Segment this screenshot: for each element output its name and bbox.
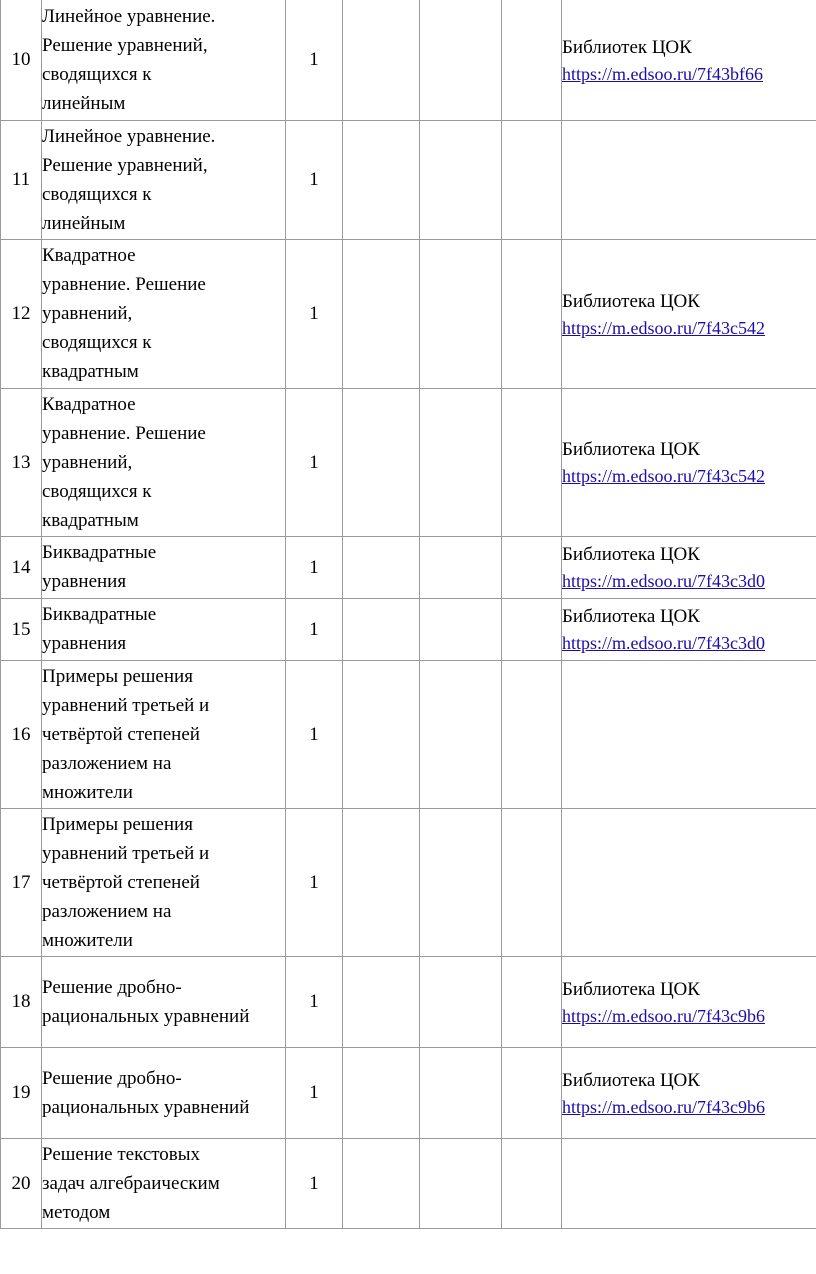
digital-resource-cell: [562, 120, 816, 239]
lesson-number: 20: [1, 1138, 42, 1228]
lesson-topic: [42, 536, 286, 598]
lesson-hours: 1: [286, 598, 343, 660]
practical-works-cell: [420, 808, 502, 956]
table-row: [1, 660, 816, 808]
practical-works-cell: [420, 1047, 502, 1138]
table-row: [1, 598, 816, 660]
lesson-topic-text: Решение дробно-рациональных уравнений: [42, 976, 250, 1027]
lesson-hours: 1: [286, 660, 343, 808]
date-cell: [502, 536, 562, 598]
lesson-topic-text: Квадратное уравнение. Решение уравнений, сводящихся к квадратным: [42, 393, 206, 531]
table-row: [1, 1138, 816, 1228]
digital-resource-cell: [562, 1138, 816, 1228]
table-row: [1, 0, 816, 120]
date-cell: [502, 388, 562, 536]
lesson-hours: 1: [286, 1138, 343, 1228]
resource-link[interactable]: https://m.edsoo.ru/7f43c9b6: [562, 1096, 765, 1117]
practical-works-cell: [420, 388, 502, 536]
resource-label: Библиотека ЦОК: [562, 544, 700, 565]
control-works-cell: [343, 536, 420, 598]
date-cell: [502, 1138, 562, 1228]
lesson-hours: 1: [286, 808, 343, 956]
lesson-topic-text: Биквадратные уравнения: [42, 604, 157, 654]
resource-link[interactable]: https://m.edsoo.ru/7f43bf66: [562, 63, 763, 84]
control-works-cell: [343, 808, 420, 956]
control-works-cell: [343, 120, 420, 239]
table-row: [1, 1047, 816, 1138]
practical-works-cell: [420, 956, 502, 1047]
digital-resource-cell: [562, 598, 816, 660]
lesson-number: 10: [1, 0, 42, 120]
practical-works-cell: [420, 598, 502, 660]
lesson-number: 19: [1, 1047, 42, 1138]
table-row: [1, 120, 816, 239]
practical-works-cell: [420, 239, 502, 388]
digital-resource-cell: [562, 388, 816, 536]
lesson-topic-text: Линейное уравнение. Решение уравнений, сводящихся к линейным: [42, 125, 216, 234]
lesson-topic: [42, 598, 286, 660]
practical-works-cell: [420, 1138, 502, 1228]
lesson-topic-text: Биквадратные уравнения: [42, 542, 157, 592]
date-cell: [502, 239, 562, 388]
lesson-topic: [42, 0, 286, 120]
resource-link[interactable]: https://m.edsoo.ru/7f43c3d0: [562, 571, 765, 591]
lesson-hours: 1: [286, 388, 343, 536]
lesson-number: 16: [1, 660, 42, 808]
resource-label: Библиотека ЦОК: [562, 606, 700, 627]
table-row: [1, 239, 816, 388]
control-works-cell: [343, 660, 420, 808]
lesson-topic-text: Примеры решения уравнений третьей и четвёртой степеней разложением на множители: [42, 813, 210, 951]
control-works-cell: [343, 1138, 420, 1228]
lesson-number: 17: [1, 808, 42, 956]
date-cell: [502, 598, 562, 660]
control-works-cell: [343, 239, 420, 388]
lesson-hours: 1: [286, 0, 343, 120]
lesson-number: 15: [1, 598, 42, 660]
resource-link[interactable]: https://m.edsoo.ru/7f43c542: [562, 466, 765, 486]
date-cell: [502, 1047, 562, 1138]
lesson-topic: [42, 239, 286, 388]
digital-resource-cell: [562, 239, 816, 388]
date-cell: [502, 808, 562, 956]
table-row: [1, 388, 816, 536]
resource-label: Библиотека ЦОК: [562, 439, 700, 460]
digital-resource-cell: [562, 1047, 816, 1138]
digital-resource-cell: [562, 956, 816, 1047]
lesson-hours: 1: [286, 956, 343, 1047]
lesson-topic-text: Решение дробно-рациональных уравнений: [42, 1067, 250, 1118]
practical-works-cell: [420, 660, 502, 808]
lesson-topic-text: Линейное уравнение. Решение уравнений, сводящихся к линейным: [42, 5, 216, 114]
lesson-number: 13: [1, 388, 42, 536]
control-works-cell: [343, 956, 420, 1047]
date-cell: [502, 120, 562, 239]
resource-link[interactable]: https://m.edsoo.ru/7f43c3d0: [562, 633, 765, 653]
lesson-topic: [42, 808, 286, 956]
control-works-cell: [343, 1047, 420, 1138]
lesson-hours: 1: [286, 120, 343, 239]
practical-works-cell: [420, 120, 502, 239]
lesson-topic: [42, 660, 286, 808]
digital-resource-cell: [562, 660, 816, 808]
digital-resource-cell: [562, 808, 816, 956]
date-cell: [502, 660, 562, 808]
lesson-topic: [42, 1047, 286, 1138]
control-works-cell: [343, 0, 420, 120]
date-cell: [502, 956, 562, 1047]
lesson-number: 12: [1, 239, 42, 388]
lesson-topic: [42, 120, 286, 239]
table-row: [1, 536, 816, 598]
lesson-topic-text: Решение текстовых задач алгебраическим методом: [42, 1143, 220, 1223]
resource-label: Библиотека ЦОК: [562, 978, 700, 1000]
control-works-cell: [343, 598, 420, 660]
lesson-topic-text: Примеры решения уравнений третьей и четвёртой степеней разложением на множители: [42, 665, 210, 803]
practical-works-cell: [420, 536, 502, 598]
lesson-hours: 1: [286, 239, 343, 388]
table-row: [1, 956, 816, 1047]
date-cell: [502, 0, 562, 120]
resource-label: Библиотека ЦОК: [562, 1069, 700, 1091]
practical-works-cell: [420, 0, 502, 120]
control-works-cell: [343, 388, 420, 536]
lesson-topic: [42, 388, 286, 536]
resource-label: Библиотек ЦОК: [562, 36, 692, 58]
lesson-hours: 1: [286, 1047, 343, 1138]
resource-link[interactable]: https://m.edsoo.ru/7f43c9b6: [562, 1005, 765, 1026]
lesson-topic: [42, 956, 286, 1047]
lesson-hours: 1: [286, 536, 343, 598]
lesson-topic: [42, 1138, 286, 1228]
lesson-number: 14: [1, 536, 42, 598]
resource-link[interactable]: https://m.edsoo.ru/7f43c542: [562, 317, 765, 338]
lesson-topic-text: Квадратное уравнение. Решение уравнений, сводящихся к квадратным: [42, 245, 206, 382]
lesson-number: 11: [1, 120, 42, 239]
digital-resource-cell: [562, 0, 816, 120]
lesson-number: 18: [1, 956, 42, 1047]
digital-resource-cell: [562, 536, 816, 598]
resource-label: Библиотека ЦОК: [562, 290, 700, 312]
table-row: [1, 808, 816, 956]
